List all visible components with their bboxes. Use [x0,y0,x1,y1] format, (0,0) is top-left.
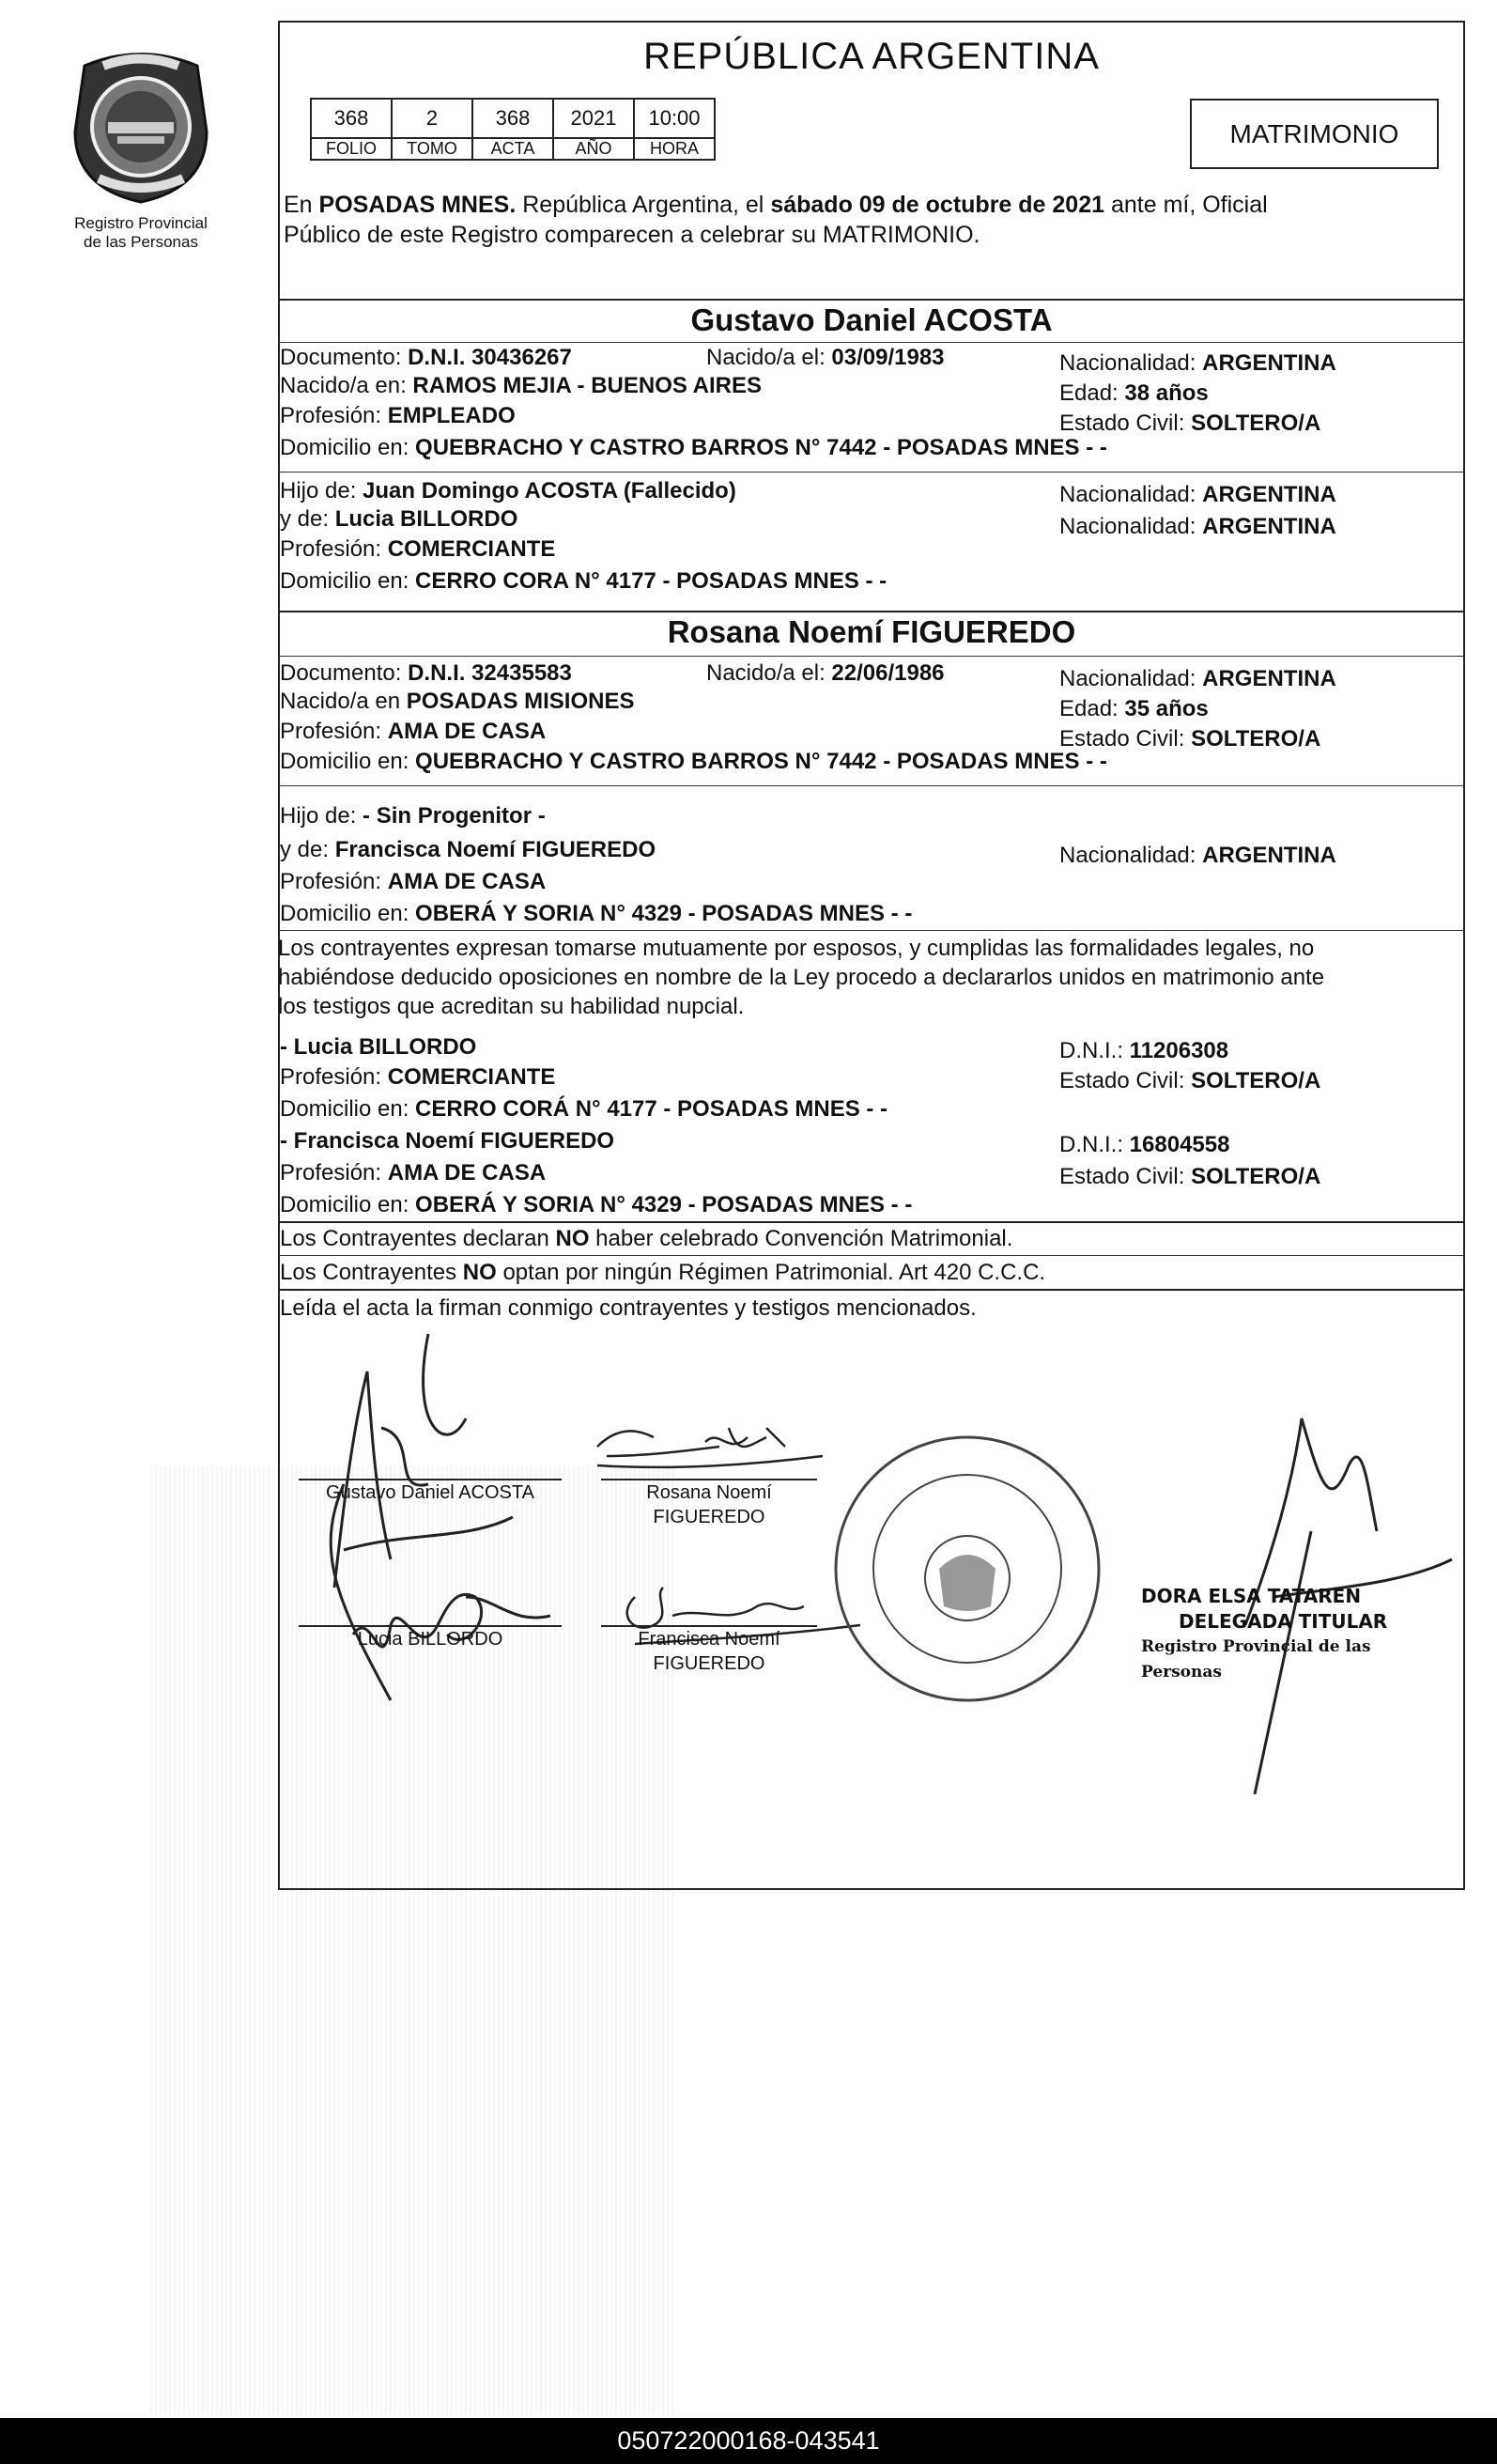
groom-nationality: Nacionalidad: ARGENTINA [1059,350,1336,376]
document-title: REPÚBLICA ARGENTINA [643,36,1100,77]
groom-signature-label: Gustavo Daniel ACOSTA [326,1482,534,1503]
witness2-dni: D.N.I.: 16804558 [1059,1132,1230,1157]
record-type-box: MATRIMONIO [1190,99,1439,169]
bride-birthdate: Nacido/a el: 22/06/1986 [706,660,945,686]
divider [278,1255,1465,1256]
groom-mother-nationality: Nacionalidad: ARGENTINA [1059,514,1336,539]
folio-value: 368 [311,99,392,138]
divider [278,656,1465,657]
property-regime-statement: Los Contrayentes NO optan por ningún Régimen Patrimonial. Art 420 C.C.C. [280,1260,1046,1285]
bride-age: Edad: 35 años [1059,696,1209,721]
hour-value: 10:00 [634,99,715,138]
divider [278,785,1465,786]
witness1-address: Domicilio en: CERRO CORÁ N° 4177 - POSADAS MNES - - [280,1096,888,1122]
groom-name: Gustavo Daniel ACOSTA [690,302,1053,337]
registry-caption: Registro Provincial de las Personas [74,214,208,251]
bride-document: Documento: D.N.I. 32435583 [280,660,572,686]
witness1-civil-status: Estado Civil: SOLTERO/A [1059,1068,1321,1093]
witness2-profession: Profesión: AMA DE CASA [280,1160,547,1186]
groom-document: Documento: D.N.I. 30436267 [280,345,572,370]
witness2-signature-label: Francisca Noemí FIGUEREDO [638,1629,780,1674]
witness1-dni: D.N.I.: 11206308 [1059,1038,1229,1063]
divider [278,299,1465,301]
divider [278,930,1465,931]
tomo-value: 2 [392,99,472,138]
bride-birthplace: Nacido/a en POSADAS MISIONES [280,689,635,714]
groom-profession: Profesión: EMPLEADO [280,403,516,428]
bride-name: Rosana Noemí FIGUEREDO [667,614,1076,649]
divider [278,611,1465,612]
bride-parent-profession: Profesión: AMA DE CASA [280,869,547,894]
bride-nationality: Nacionalidad: ARGENTINA [1059,666,1336,691]
witness2-name: - Francisca Noemí FIGUEREDO [280,1128,615,1154]
witness2-civil-status: Estado Civil: SOLTERO/A [1059,1164,1321,1189]
bride-father: Hijo de: - Sin Progenitor - [280,803,546,829]
witness2-address: Domicilio en: OBERÁ Y SORIA N° 4329 - POSADAS MNES - - [280,1192,913,1217]
groom-civil-status: Estado Civil: SOLTERO/A [1059,411,1321,436]
registrar-stamp: DORA ELSA TATAREN DELEGADA TITULAR Registro Provincial de las Personas [1141,1585,1388,1681]
divider [278,472,1465,473]
witness1-signature-label: Lucia BILLORDO [357,1629,503,1650]
intro-paragraph: En POSADAS MNES. República Argentina, el sábado 09 de octubre de 2021 ante mí, Oficial Público de este Registro comparecen a celebrar su MATRIMONIO. [284,192,1268,248]
acta-label: ACTA [472,138,553,160]
declaration-paragraph: Los contrayentes expresan tomarse mutuamente por esposos, y cumplidas las formalidades legales, no habiéndose deducido oposiciones en nombre de la Ley procedo a declararlos unidos en matrimonio ante los testigos que acreditan su habilidad nupcial. [278,936,1325,1019]
hour-label: HORA [634,138,715,160]
closing-statement: Leída el acta la firman conmigo contrayentes y testigos mencionados. [280,1295,977,1321]
bride-signature-label: Rosana Noemí FIGUEREDO [646,1482,772,1527]
year-value: 2021 [553,99,634,138]
bride-address: Domicilio en: QUEBRACHO Y CASTRO BARROS N° 7442 - POSADAS MNES - - [280,749,1107,774]
bride-profession: Profesión: AMA DE CASA [280,719,547,744]
acta-value: 368 [472,99,553,138]
witness1-profession: Profesión: COMERCIANTE [280,1064,556,1090]
year-label: AÑO [553,138,634,160]
groom-father: Hijo de: Juan Domingo ACOSTA (Fallecido) [280,478,736,504]
groom-age: Edad: 38 años [1059,380,1209,406]
witness1-name: - Lucia BILLORDO [280,1034,477,1060]
record-info-table [310,98,716,161]
groom-address: Domicilio en: QUEBRACHO Y CASTRO BARROS N° 7442 - POSADAS MNES - - [280,435,1107,460]
groom-mother: y de: Lucia BILLORDO [280,506,518,532]
bride-parent-address: Domicilio en: OBERÁ Y SORIA N° 4329 - POSADAS MNES - - [280,901,913,926]
divider [278,342,1465,343]
document-code: 050722000168-043541 [0,2418,1497,2464]
official-seal [826,1428,1108,1710]
bride-civil-status: Estado Civil: SOLTERO/A [1059,726,1321,752]
convention-statement: Los Contrayentes declaran NO haber celebrado Convención Matrimonial. [280,1226,1013,1251]
registry-logo [66,47,216,207]
groom-birthplace: Nacido/a en: RAMOS MEJIA - BUENOS AIRES [280,373,763,398]
divider [278,1221,1465,1223]
divider [278,1289,1465,1291]
bride-mother: y de: Francisca Noemí FIGUEREDO [280,837,656,862]
bride-mother-nationality: Nacionalidad: ARGENTINA [1059,843,1336,868]
groom-parent-profession: Profesión: COMERCIANTE [280,536,556,562]
groom-birthdate: Nacido/a el: 03/09/1983 [706,345,945,370]
tomo-label: TOMO [392,138,472,160]
folio-label: FOLIO [311,138,392,160]
groom-father-nationality: Nacionalidad: ARGENTINA [1059,482,1336,507]
groom-parent-address: Domicilio en: CERRO CORA N° 4177 - POSADAS MNES - - [280,568,887,594]
